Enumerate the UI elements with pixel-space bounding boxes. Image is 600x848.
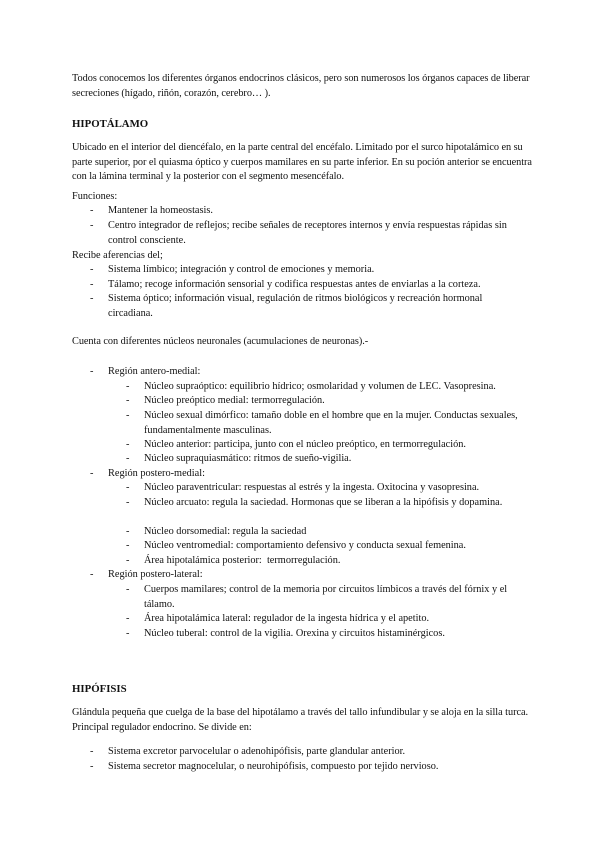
bullet-dash: - — [126, 381, 130, 392]
bullet-dash: - — [90, 279, 94, 290]
list-item: Centro integrador de reflejos; recibe señales de receptores internos y envía respuestas rápidas sin control consciente. — [108, 220, 507, 246]
list-item: Sistema secretor magnocelular, o neurohipófisis, compuesto por tejido nervioso. — [108, 761, 439, 772]
list-item: Sistema excretor parvocelular o adenohipófisis, parte glandular anterior. — [108, 746, 406, 757]
bullet-dash: - — [90, 264, 94, 275]
bullet-dash: - — [90, 468, 94, 479]
region-title: Región postero-lateral: — [108, 569, 203, 580]
bullet-dash: - — [90, 746, 94, 757]
list-item: Núcleo supraquiasmático: ritmos de sueño-vigilia. — [144, 453, 352, 464]
heading-hipotalamo: HIPOTÁLAMO — [72, 118, 149, 130]
list-item: Núcleo ventromedial: comportamiento defensivo y conducta sexual femenina. — [144, 540, 466, 551]
region-title: Región antero-medial: — [108, 366, 201, 377]
bullet-dash: - — [126, 482, 130, 493]
bullet-dash: - — [126, 410, 130, 421]
bullet-dash: - — [126, 526, 130, 537]
bullet-dash: - — [126, 628, 130, 639]
list-item: Núcleo supraóptico: equilibrio hídrico; osmolaridad y volumen de LEC. Vasopresina. — [144, 381, 496, 392]
bullet-dash: - — [126, 540, 130, 551]
list-item: Tálamo; recoge información sensorial y codifica respuestas antes de enviarlas a la corteza. — [108, 279, 481, 290]
list-item: Área hipotalámica posterior: termorregulación. — [144, 555, 341, 566]
funciones-label: Funciones: — [72, 191, 118, 202]
bullet-dash: - — [126, 439, 130, 450]
bullet-dash: - — [90, 293, 94, 304]
bullet-dash: - — [126, 584, 130, 595]
bullet-dash: - — [90, 205, 94, 216]
aferencias-label: Recibe aferencias del; — [72, 250, 163, 261]
list-item: Área hipotalámica lateral: regulador de la ingesta hídrica y el apetito. — [144, 613, 430, 624]
heading-hipofisis: HIPÓFISIS — [72, 683, 127, 695]
list-item: Sistema óptico; información visual, regulación de ritmos biológicos y recreación hormonal circadiana. — [108, 293, 483, 319]
hipofisis-description: Glándula pequeña que cuelga de la base del hipotálamo a través del tallo infundibular y se aloja en la silla turca. Principal regulador endocrino. Se divide en: — [72, 707, 529, 733]
bullet-dash: - — [90, 569, 94, 580]
bullet-dash: - — [126, 395, 130, 406]
list-item: Núcleo dorsomedial: regula la saciedad — [144, 526, 307, 537]
list-item: Núcleo preóptico medial: termorregulación. — [144, 395, 325, 406]
bullet-dash: - — [126, 555, 130, 566]
bullet-dash: - — [126, 613, 130, 624]
bullet-dash: - — [126, 453, 130, 464]
list-item: Núcleo sexual dimórfico: tamaño doble en el hombre que en la mujer. Conductas sexuales, fundamentalmente masculinas. — [144, 410, 518, 436]
bullet-dash: - — [90, 366, 94, 377]
list-item: Núcleo tuberal: control de la vigilia. Orexina y circuitos histaminérgicos. — [144, 628, 445, 639]
bullet-dash: - — [126, 497, 130, 508]
list-item: Núcleo arcuato: regula la saciedad. Hormonas que se liberan a la hipófisis y dopamina. — [144, 497, 503, 508]
intro-paragraph: Todos conocemos los diferentes órganos endocrinos clásicos, pero son numerosos los órganos capaces de liberar secreciones (hígado, riñón, corazón, cerebro… ). — [72, 73, 530, 99]
list-item: Sistema límbico; integración y control de emociones y memoria. — [108, 264, 375, 275]
list-item: Núcleo paraventricular: respuestas al estrés y la ingesta. Oxitocina y vasopresina. — [144, 482, 480, 493]
list-item: Cuerpos mamilares; control de la memoria por circuitos límbicos a través del fórnix y el tálamo. — [144, 584, 508, 610]
bullet-dash: - — [90, 761, 94, 772]
list-item: Mantener la homeostasis. — [108, 205, 213, 216]
hipotalamo-description: Ubicado en el interior del diencéfalo, en la parte central del encéfalo. Limitado por el surco hipotalámico en su parte superior, por el quiasma óptico y cuerpos mamilares en su parte inferior. En su poción anterior se encuentra con la lámina terminal y la posterior con el segmento mesencéfalo. — [72, 142, 532, 183]
region-title: Región postero-medial: — [108, 468, 205, 479]
bullet-dash: - — [90, 220, 94, 231]
nucleos-intro: Cuenta con diferentes núcleos neuronales (acumulaciones de neuronas).- — [72, 336, 369, 347]
list-item: Núcleo anterior: participa, junto con el núcleo preóptico, en termorregulación. — [144, 439, 466, 450]
